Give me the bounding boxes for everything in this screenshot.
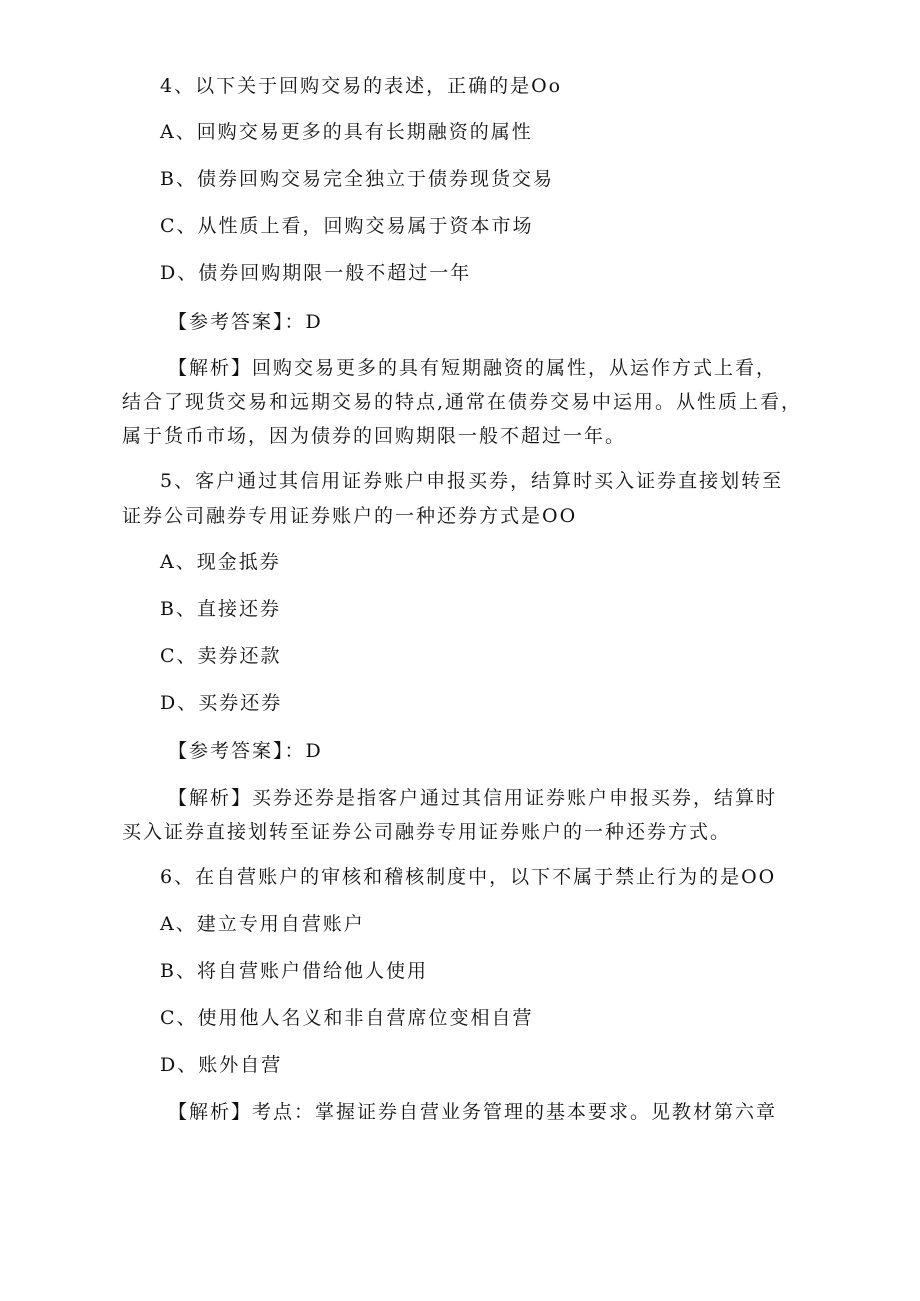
question-4-stem: 4、以下关于回购交易的表述，正确的是Oo [160,75,563,97]
question-6-explanation-line-1: 【解析】考点：掌握证券自营业务管理的基本要求。见教材第六章 [168,1101,778,1123]
question-6-option-d: D、账外自营 [160,1054,283,1076]
question-4-option-a: A、回购交易更多的具有长期融资的属性 [160,121,533,143]
question-4-explanation-line-1: 【解析】回购交易更多的具有短期融资的属性，从运作方式上看， [168,357,778,379]
question-5-stem-line-1: 5、客户通过其信用证券账户申报买券，结算时买入证券直接划转至 [160,470,784,492]
question-5-explanation-line-2: 买入证券直接划转至证券公司融券专用证券账户的一种还券方式。 [122,821,732,843]
question-4-option-d: D、债券回购期限一般不超过一年 [160,262,472,284]
question-5-stem-line-2: 证券公司融券专用证券账户的一种还券方式是OO [122,505,578,527]
question-6-option-c: C、使用他人名义和非自营席位变相自营 [160,1007,534,1029]
question-5-answer: 【参考答案】：D [168,740,323,762]
question-5-option-d: D、买券还券 [160,692,283,714]
question-4-explanation-line-3: 属于货币市场，因为债券的回购期限一般不超过一年。 [122,425,627,447]
question-4-option-c: C、从性质上看，回购交易属于资本市场 [160,215,534,237]
question-6-option-a: A、建立专用自营账户 [160,913,365,935]
question-5-option-b: B、直接还券 [160,598,281,620]
question-6-option-b: B、将自营账户借给他人使用 [160,960,428,982]
question-4-explanation-line-2: 结合了现货交易和远期交易的特点,通常在债券交易中运用。从性质上看， [122,391,803,413]
question-5-option-a: A、现金抵券 [160,551,281,573]
question-6-stem: 6、在自营账户的审核和稽核制度中，以下不属于禁止行为的是OO [160,866,777,888]
question-4-answer: 【参考答案】：D [168,311,323,333]
question-5-option-c: C、卖券还款 [160,645,282,667]
question-4-option-b: B、债券回购交易完全独立于债券现货交易 [160,168,554,190]
question-5-explanation-line-1: 【解析】买券还券是指客户通过其信用证券账户申报买券，结算时 [168,787,778,809]
